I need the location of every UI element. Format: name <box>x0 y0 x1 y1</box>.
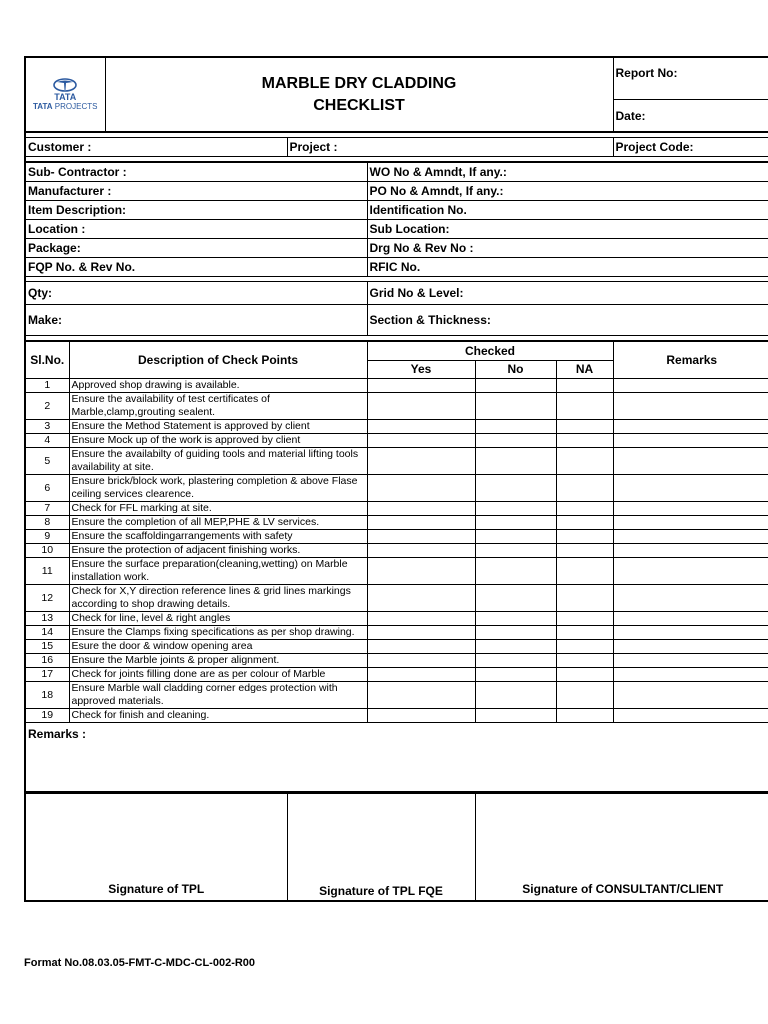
checklist-table <box>24 341 768 793</box>
checkpoint-description: Ensure the availability of test certificates of Marble,clamp,grouting sealent. <box>69 393 367 420</box>
checkpoint-yes-cell[interactable] <box>367 516 475 530</box>
checkpoint-description: Approved shop drawing is available. <box>69 379 367 393</box>
checkpoint-no-cell[interactable] <box>475 420 556 434</box>
checkpoint-yes-cell[interactable] <box>367 709 475 723</box>
wo-no-field[interactable]: WO No & Amndt, If any.: <box>367 163 768 182</box>
checkpoint-row <box>25 502 768 516</box>
checkpoint-remarks-cell[interactable] <box>613 640 768 654</box>
checkpoint-number: 12 <box>25 585 69 612</box>
checkpoint-number: 8 <box>25 516 69 530</box>
checkpoint-no-cell[interactable] <box>475 530 556 544</box>
checkpoint-description: Check for joints filling done are as per colour of Marble <box>69 668 367 682</box>
checkpoint-yes-cell[interactable] <box>367 612 475 626</box>
identification-no-field[interactable]: Identification No. <box>367 201 768 220</box>
checkpoint-no-cell[interactable] <box>475 475 556 502</box>
checkpoint-row <box>25 379 768 393</box>
checkpoint-yes-cell[interactable] <box>367 420 475 434</box>
checkpoint-row <box>25 475 768 502</box>
checkpoint-remarks-cell[interactable] <box>613 393 768 420</box>
checkpoint-number: 15 <box>25 640 69 654</box>
checkpoint-na-cell[interactable] <box>556 668 613 682</box>
checkpoint-na-cell[interactable] <box>556 544 613 558</box>
checkpoint-description: Ensure the completion of all MEP,PHE & LV services. <box>69 516 367 530</box>
checkpoint-remarks-cell[interactable] <box>613 420 768 434</box>
checkpoint-number: 7 <box>25 502 69 516</box>
checkpoint-remarks-cell[interactable] <box>613 434 768 448</box>
make-field[interactable]: Make: <box>25 305 367 336</box>
checkpoint-na-cell[interactable] <box>556 709 613 723</box>
checkpoint-na-cell[interactable] <box>556 475 613 502</box>
checkpoint-description: Ensure the Method Statement is approved by client <box>69 420 367 434</box>
checkpoint-no-cell[interactable] <box>475 434 556 448</box>
checkpoint-description: Check for finish and cleaning. <box>69 709 367 723</box>
logo-company-brand: TATA <box>33 101 53 111</box>
checkpoint-remarks-cell[interactable] <box>613 502 768 516</box>
date-field[interactable]: Date: <box>613 100 768 132</box>
checkpoint-row <box>25 530 768 544</box>
checkpoint-na-cell[interactable] <box>556 682 613 709</box>
checkpoint-row <box>25 420 768 434</box>
checkpoint-na-cell[interactable] <box>556 502 613 516</box>
checkpoint-no-cell[interactable] <box>475 558 556 585</box>
checkpoint-na-cell[interactable] <box>556 530 613 544</box>
checkpoint-number: 17 <box>25 668 69 682</box>
item-description-field[interactable]: Item Description: <box>25 201 367 220</box>
checkpoint-remarks-cell[interactable] <box>613 516 768 530</box>
checkpoint-no-cell[interactable] <box>475 668 556 682</box>
checkpoint-description: Ensure the surface preparation(cleaning,wetting) on Marble installation work. <box>69 558 367 585</box>
col-yes: Yes <box>367 360 475 379</box>
checkpoint-description: Check for X,Y direction reference lines & grid lines markings according to shop drawing details. <box>69 585 367 612</box>
sub-contractor-field[interactable]: Sub- Contractor : <box>25 163 367 182</box>
checkpoint-row <box>25 544 768 558</box>
checkpoint-remarks-cell[interactable] <box>613 544 768 558</box>
checkpoint-number: 4 <box>25 434 69 448</box>
checkpoint-yes-cell[interactable] <box>367 502 475 516</box>
checkpoint-remarks-cell[interactable] <box>613 585 768 612</box>
logo-company <box>28 102 103 112</box>
checkpoint-na-cell[interactable] <box>556 420 613 434</box>
checkpoint-description: Ensure the scaffoldingarrangements with safety <box>69 530 367 544</box>
title-line-2: CHECKLIST <box>313 96 405 114</box>
checkpoint-remarks-cell[interactable] <box>613 558 768 585</box>
checkpoint-na-cell[interactable] <box>556 558 613 585</box>
checkpoint-remarks-cell[interactable] <box>613 379 768 393</box>
checkpoint-remarks-cell[interactable] <box>613 626 768 640</box>
checkpoint-number: 9 <box>25 530 69 544</box>
logo-company-name: PROJECTS <box>54 101 98 111</box>
checkpoint-remarks-cell[interactable] <box>613 668 768 682</box>
checkpoint-description: Ensure the protection of adjacent finishing works. <box>69 544 367 558</box>
page-title <box>105 57 613 132</box>
checkpoint-row <box>25 516 768 530</box>
package-field[interactable]: Package: <box>25 239 367 258</box>
checkpoint-na-cell[interactable] <box>556 585 613 612</box>
checkpoint-na-cell[interactable] <box>556 640 613 654</box>
checkpoint-na-cell[interactable] <box>556 516 613 530</box>
checkpoint-na-cell[interactable] <box>556 379 613 393</box>
po-no-field[interactable]: PO No & Amndt, If any.: <box>367 182 768 201</box>
checkpoint-no-cell[interactable] <box>475 654 556 668</box>
col-na: NA <box>556 360 613 379</box>
project-code-field[interactable]: Project Code: <box>613 138 768 157</box>
checkpoint-number: 1 <box>25 379 69 393</box>
checkpoint-row <box>25 668 768 682</box>
logo-brand: TATA <box>54 91 77 102</box>
grid-no-field[interactable]: Grid No & Level: <box>367 282 768 305</box>
report-no-field[interactable]: Report No: <box>613 57 768 100</box>
checkpoint-remarks-cell[interactable] <box>613 530 768 544</box>
checkpoint-description: Ensure Mock up of the work is approved by client <box>69 434 367 448</box>
checkpoint-yes-cell[interactable] <box>367 626 475 640</box>
col-checked: Checked <box>367 342 613 361</box>
checkpoint-no-cell[interactable] <box>475 612 556 626</box>
checkpoint-yes-cell[interactable] <box>367 682 475 709</box>
checkpoint-yes-cell[interactable] <box>367 393 475 420</box>
format-number: Format No.08.03.05-FMT-C-MDC-CL-002-R00 <box>24 957 256 969</box>
drg-no-field[interactable]: Drg No & Rev No : <box>367 239 768 258</box>
checkpoint-number: 6 <box>25 475 69 502</box>
checkpoint-yes-cell[interactable] <box>367 654 475 668</box>
checkpoint-na-cell[interactable] <box>556 448 613 475</box>
checkpoint-yes-cell[interactable] <box>367 530 475 544</box>
checkpoint-yes-cell[interactable] <box>367 544 475 558</box>
checkpoint-number: 16 <box>25 654 69 668</box>
col-description: Description of Check Points <box>69 342 367 379</box>
checkpoint-description: Esure the door & window opening area <box>69 640 367 654</box>
location-field[interactable]: Location : <box>25 220 367 239</box>
checkpoint-yes-cell[interactable] <box>367 434 475 448</box>
checkpoint-no-cell[interactable] <box>475 682 556 709</box>
remarks-area[interactable] <box>25 723 768 793</box>
checkpoint-na-cell[interactable] <box>556 393 613 420</box>
checkpoint-no-cell[interactable] <box>475 516 556 530</box>
header-table <box>24 56 768 132</box>
checkpoint-yes-cell[interactable] <box>367 668 475 682</box>
checkpoint-description: Ensure Marble wall cladding corner edges protection with approved materials. <box>69 682 367 709</box>
section-thickness-field[interactable]: Section & Thickness: <box>367 305 768 336</box>
checkpoint-description: Ensure brick/block work, plastering completion & above Flase ceiling services clearence. <box>69 475 367 502</box>
col-sl-no: Sl.No. <box>25 342 69 379</box>
checkpoint-description: Check for FFL marking at site. <box>69 502 367 516</box>
checkpoint-number: 18 <box>25 682 69 709</box>
checkpoint-na-cell[interactable] <box>556 434 613 448</box>
checkpoint-no-cell[interactable] <box>475 709 556 723</box>
checkpoint-na-cell[interactable] <box>556 654 613 668</box>
checkpoint-no-cell[interactable] <box>475 640 556 654</box>
checkpoint-no-cell[interactable] <box>475 585 556 612</box>
checkpoint-description: Ensure the Marble joints & proper alignment. <box>69 654 367 668</box>
details-table <box>24 162 768 341</box>
checkpoint-row <box>25 393 768 420</box>
signature-consultant[interactable]: Signature of CONSULTANT/CLIENT <box>475 794 768 902</box>
checklist-sheet <box>24 56 768 902</box>
checkpoint-remarks-cell[interactable] <box>613 475 768 502</box>
tata-logo-icon <box>53 78 77 92</box>
checkpoint-number: 13 <box>25 612 69 626</box>
checkpoint-yes-cell[interactable] <box>367 475 475 502</box>
checkpoint-no-cell[interactable] <box>475 544 556 558</box>
checkpoint-no-cell[interactable] <box>475 379 556 393</box>
sub-location-field[interactable]: Sub Location: <box>367 220 768 239</box>
checkpoint-no-cell[interactable] <box>475 502 556 516</box>
checkpoint-na-cell[interactable] <box>556 612 613 626</box>
checkpoint-no-cell[interactable] <box>475 393 556 420</box>
signature-tpl[interactable]: Signature of TPL <box>25 794 287 902</box>
col-remarks: Remarks <box>613 342 768 379</box>
checkpoint-row <box>25 585 768 612</box>
checkpoint-remarks-cell[interactable] <box>613 448 768 475</box>
qty-field[interactable]: Qty: <box>25 282 367 305</box>
checkpoint-description: Check for line, level & right angles <box>69 612 367 626</box>
checkpoint-number: 10 <box>25 544 69 558</box>
checkpoint-description: Ensure the Clamps fixing specifications as per shop drawing. <box>69 626 367 640</box>
fqp-no-field[interactable]: FQP No. & Rev No. <box>25 258 367 277</box>
checkpoint-row <box>25 558 768 585</box>
checkpoint-remarks-cell[interactable] <box>613 654 768 668</box>
checkpoint-yes-cell[interactable] <box>367 448 475 475</box>
checkpoint-yes-cell[interactable] <box>367 379 475 393</box>
checkpoint-no-cell[interactable] <box>475 448 556 475</box>
checkpoint-remarks-cell[interactable] <box>613 612 768 626</box>
checkpoint-row <box>25 448 768 475</box>
checkpoint-number: 14 <box>25 626 69 640</box>
checkpoint-remarks-cell[interactable] <box>613 682 768 709</box>
col-no: No <box>475 360 556 379</box>
title-line-1: MARBLE DRY CLADDING <box>261 74 457 92</box>
checkpoint-list <box>25 379 768 723</box>
checkpoint-row <box>25 709 768 723</box>
checkpoint-number: 5 <box>25 448 69 475</box>
checkpoint-number: 11 <box>25 558 69 585</box>
signature-tpl-fqe[interactable]: Signature of TPL FQE <box>287 794 475 902</box>
checkpoint-row <box>25 640 768 654</box>
checkpoint-remarks-cell[interactable] <box>613 709 768 723</box>
customer-field[interactable]: Customer : <box>25 138 287 157</box>
checkpoint-number: 3 <box>25 420 69 434</box>
checkpoint-row <box>25 626 768 640</box>
signature-table <box>24 793 768 902</box>
checkpoint-row <box>25 654 768 668</box>
remarks-label: Remarks : <box>28 727 87 741</box>
rfic-no-field[interactable]: RFIC No. <box>367 258 768 277</box>
checkpoint-no-cell[interactable] <box>475 626 556 640</box>
checkpoint-yes-cell[interactable] <box>367 585 475 612</box>
info-table <box>24 132 768 162</box>
checkpoint-row <box>25 682 768 709</box>
project-field[interactable]: Project : <box>287 138 613 157</box>
checkpoint-description: Ensure the availabilty of guiding tools and material lifting tools availability at site. <box>69 448 367 475</box>
checkpoint-na-cell[interactable] <box>556 626 613 640</box>
manufacturer-field[interactable]: Manufacturer : <box>25 182 367 201</box>
tata-projects-logo <box>25 57 105 132</box>
checkpoint-number: 2 <box>25 393 69 420</box>
checkpoint-row <box>25 434 768 448</box>
checkpoint-number: 19 <box>25 709 69 723</box>
checkpoint-row <box>25 612 768 626</box>
checkpoint-yes-cell[interactable] <box>367 640 475 654</box>
checkpoint-yes-cell[interactable] <box>367 558 475 585</box>
